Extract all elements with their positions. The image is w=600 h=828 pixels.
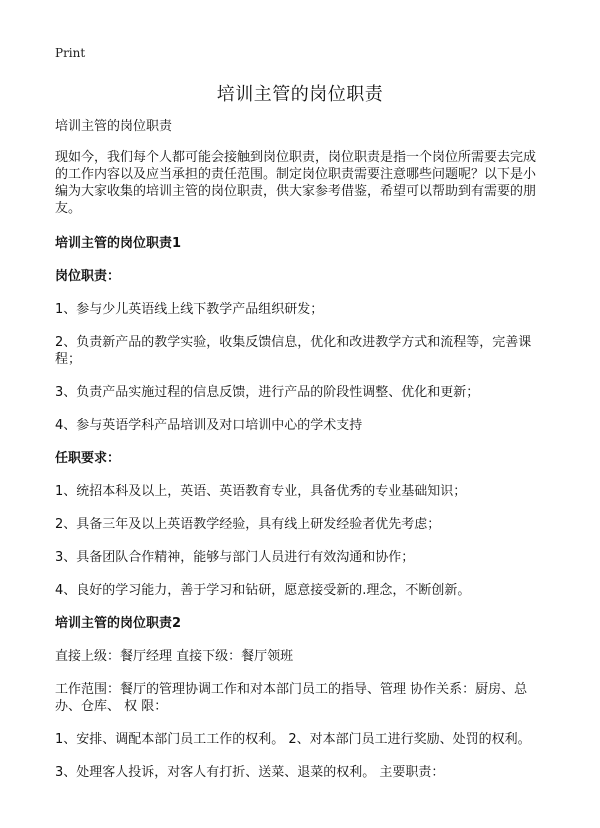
duty-item: 4、参与英语学科产品培训及对口培训中心的学术支持 [55,418,363,433]
document-subtitle: 培训主管的岗位职责 [55,119,173,134]
section2-line: 3、处理客人投诉，对客人有打折、送菜、退菜的权利。 主要职责： [55,765,445,780]
requirement-item: 1、统招本科及以上，英语、英语教育专业，具备优秀的专业基础知识； [55,484,467,499]
intro-paragraph: 现如今，我们每个人都可能会接触到岗位职责，岗位职责是指一个岗位所需要去完成的工作内容以及应当承担的责任范围。制定岗位职责需要注意哪些问题呢？以下是小编为大家收集的培训主管的岗位职责，供大家参考借鉴，希望可以帮助到有需要的朋友。 [55,150,537,216]
duty-item: 2、负责新产品的教学实验，收集反馈信息，优化和改进教学方式和流程等，完善课程； [55,335,532,367]
duty-item: 3、负责产品实施过程的信息反馈，进行产品的阶段性调整、优化和更新； [55,385,480,400]
section2-line: 工作范围：餐厅的管理协调工作和对本部门员工的指导、管理 协作关系：厨房、总办、仓库、 权 限： [55,682,528,714]
print-link[interactable]: Print [55,46,86,60]
section2-line: 直接上级：餐厅经理 直接下级：餐厅领班 [55,649,294,664]
page-title: 培训主管的岗位职责 [216,84,384,105]
duty-item: 1、参与少儿英语线上线下教学产品组织研发； [55,302,324,317]
section2-heading: 培训主管的岗位职责2 [55,616,182,631]
requirement-item: 4、良好的学习能力，善于学习和钻研，愿意接受新的.理念，不断创新。 [55,583,471,598]
document-body [55,118,547,797]
section1-heading: 培训主管的岗位职责1 [55,236,182,251]
requirement-item: 2、具备三年及以上英语教学经验，具有线上研发经验者优先考虑； [55,517,441,532]
requirement-item: 3、具备团队合作精神，能够与部门人员进行有效沟通和协作； [55,550,415,565]
duties-heading: 岗位职责： [55,269,121,284]
requirements-heading: 任职要求： [55,451,121,466]
section2-line: 1、安排、调配本部门员工工作的权利。 2、对本部门员工进行奖励、处罚的权利。 [55,732,531,747]
